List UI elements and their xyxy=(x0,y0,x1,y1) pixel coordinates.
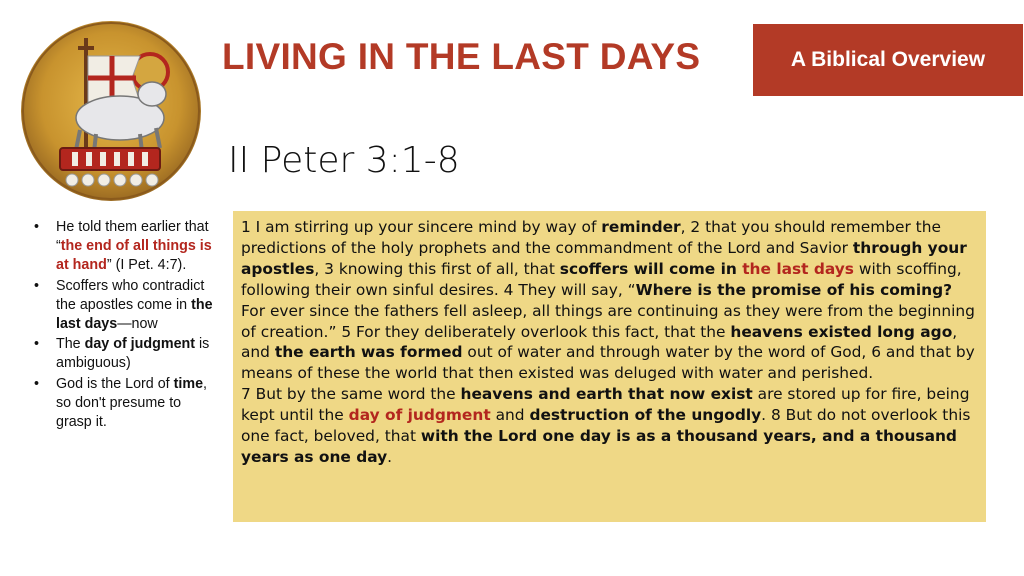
passage-reference: II Peter 3:1-8 xyxy=(228,140,460,181)
passage-text: 1 I am stirring up your sincere mind by way of reminder, 2 that you should remember the predictions of the holy prophets and the commandment of the Lord and Savior through your apostles, 3 knowing this first of all, that scoffers will come in the last days with scoffing, following their own sinful desires. 4 They will say, “Where is the promise of his coming? For ever since the fathers fell asleep, all things are continuing as they were from the beginning of creation.” 5 For they deliberately overlook this fact, that the heavens existed long ago, and the earth was formed out of water and through water by the word of God, 6 and that by means of these the world that then existed was deluged with water and perished. 7 But by the same word the heavens and earth that now exist are stored up for fire, being kept until the day of judgment and destruction of the ungodly. 8 But do not overlook this one fact, beloved, that with the Lord one day is as a thousand years, and a thousand years as one day. xyxy=(241,218,975,466)
subtitle-banner xyxy=(753,24,1023,96)
subtitle-text: A Biblical Overview xyxy=(790,48,986,71)
passage-text-box xyxy=(233,211,986,522)
page-title: LIVING IN THE LAST DAYS xyxy=(222,36,701,77)
note-item: • He told them earlier that “the end of all things is at hand” (I Pet. 4:7). xyxy=(42,218,220,276)
notes-list xyxy=(30,218,220,433)
note-item: • God is the Lord of time, so don't presume to grasp it. xyxy=(42,375,220,433)
lamb-of-god-mosaic-icon xyxy=(20,20,202,202)
note-item: • Scoffers who contradict the apostles come in the last days—now xyxy=(42,277,220,335)
note-item: • The day of judgment is ambiguous) xyxy=(42,335,220,373)
